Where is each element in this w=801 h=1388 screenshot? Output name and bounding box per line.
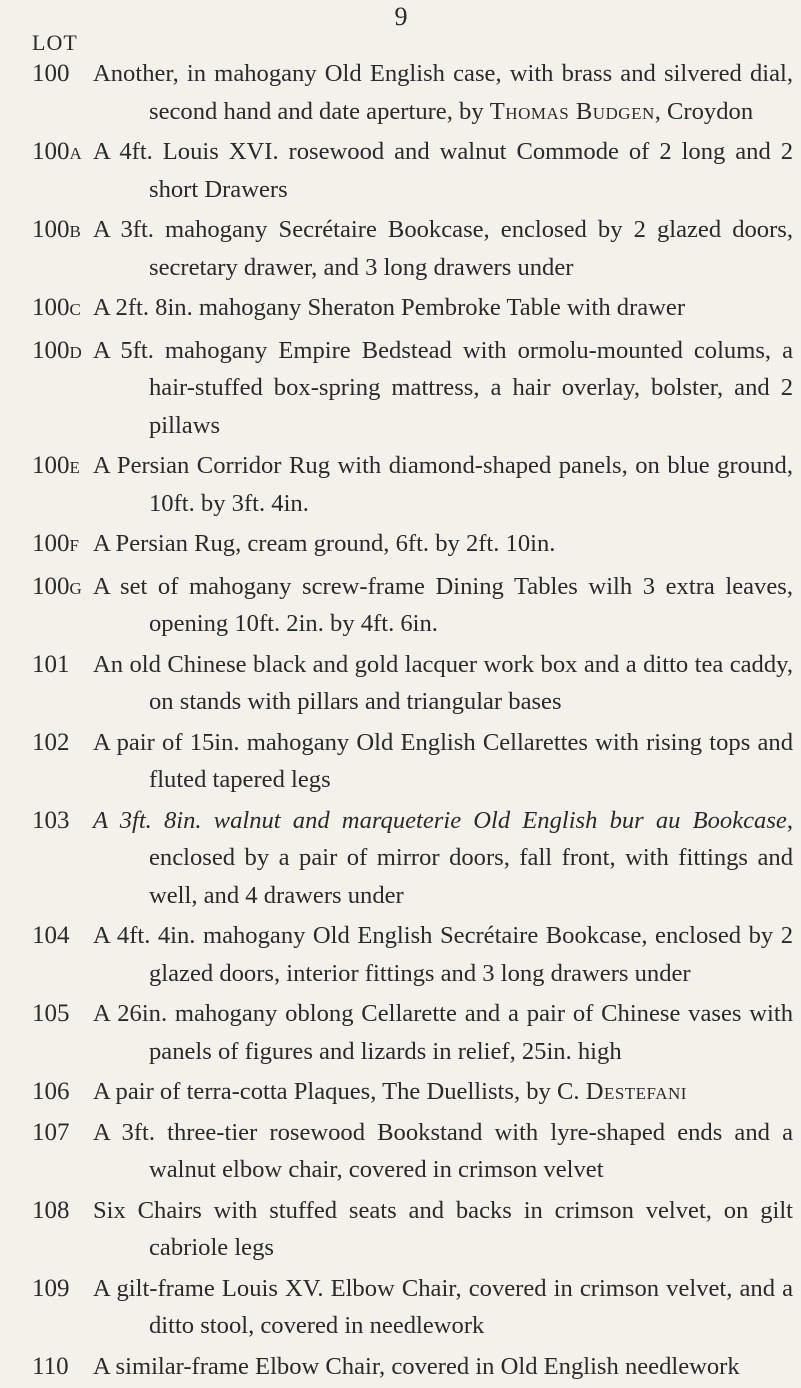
lot-description-text: , Croydon <box>654 97 754 125</box>
lot-number-digits: 103 <box>32 806 70 834</box>
lot-number <box>0 802 93 840</box>
lot-number-digits: 105 <box>32 1000 70 1027</box>
lot-description <box>93 1114 793 1189</box>
lot-number <box>0 995 93 1033</box>
lot-number <box>0 332 93 372</box>
lot-number-digits: 107 <box>32 1118 70 1146</box>
lot-entry <box>0 447 801 522</box>
lot-number <box>0 1270 93 1308</box>
lot-description-text: A 26in. mahogany oblong Cellarette and a pair of Chinese vases with panels of figures and lizards in relief, 25in. high <box>93 1000 793 1065</box>
lot-entry <box>0 289 801 329</box>
lot-description-text: Thomas Budgen <box>489 97 655 125</box>
lot-description <box>93 1192 793 1267</box>
lot-number <box>0 289 93 329</box>
lot-entry <box>0 1073 801 1111</box>
lot-entry <box>0 724 801 799</box>
lot-number-suffix: A <box>69 144 83 163</box>
lot-number <box>0 1192 93 1230</box>
lot-entry <box>0 133 801 208</box>
lot-number-digits: 100 <box>32 60 70 87</box>
lot-description-text: , enclosed by a pair of mirror doors, fall front, with fittings and well, and 4 drawers under <box>149 806 793 909</box>
lot-number-suffix: D <box>69 342 83 362</box>
lot-number <box>0 568 93 608</box>
lot-description-text: An old Chinese black and gold lacquer work box and a ditto tea caddy, on stands with pillars and triangular bases <box>93 650 793 715</box>
lot-number-digits: 100 <box>32 572 70 600</box>
lot-number-digits: 100 <box>32 530 70 557</box>
lot-description-text: Destefani <box>585 1078 687 1105</box>
lot-entry <box>0 802 801 915</box>
lot-description <box>93 525 793 563</box>
lot-description-text: A pair of 15in. mahogany Old English Cellarettes with rising tops and fluted tapered legs <box>93 728 793 793</box>
lot-description <box>93 802 793 915</box>
lot-description-text: A 3ft. mahogany Secrétaire Bookcase, enclosed by 2 glazed doors, secretary drawer, and 3 long drawers under <box>93 216 793 281</box>
lot-description-text: A 4ft. 4in. mahogany Old English Secrétaire Bookcase, enclosed by 2 glazed doors, interior fittings and 3 long drawers under <box>93 922 793 987</box>
lot-description-text: A pair of terra-cotta Plaques, The Duellists, by C. <box>93 1078 586 1105</box>
lot-number <box>0 724 93 762</box>
lot-column-header: LOT <box>32 30 78 55</box>
lot-number-digits: 100 <box>32 294 70 321</box>
lot-description-text: A set of mahogany screw-frame Dining Tables wilh 3 extra leaves, opening 10ft. 2in. by 4ft. 6in. <box>93 572 793 637</box>
lot-description <box>93 447 793 522</box>
lot-number-digits: 104 <box>32 922 70 949</box>
lot-description-text: A 3ft. three-tier rosewood Bookstand with lyre-shaped ends and a walnut elbow chair, covered in crimson velvet <box>93 1118 793 1183</box>
lot-description-text: A Persian Rug, cream ground, 6ft. by 2ft. 10in. <box>93 530 556 557</box>
lot-entry <box>0 332 801 445</box>
lot-number-digits: 102 <box>32 728 70 756</box>
lot-description <box>93 55 793 130</box>
lot-entry <box>0 211 801 286</box>
lot-number <box>0 55 93 93</box>
lot-entry <box>0 1114 801 1189</box>
lot-entry <box>0 525 801 565</box>
lot-description <box>93 646 793 721</box>
lot-entry <box>0 1348 801 1386</box>
lot-number-suffix: E <box>69 458 81 477</box>
lot-number-digits: 100 <box>32 336 70 364</box>
lot-number-suffix: G <box>69 578 83 598</box>
lot-number <box>0 525 93 565</box>
lot-list <box>0 55 801 1388</box>
lot-number-suffix: F <box>69 536 80 555</box>
lot-number-suffix: B <box>69 222 82 241</box>
lot-description <box>93 1270 793 1345</box>
lot-number-digits: 106 <box>32 1078 70 1105</box>
lot-description <box>93 133 793 208</box>
lot-number <box>0 1348 93 1386</box>
lot-description <box>93 724 793 799</box>
lot-entry <box>0 568 801 643</box>
lot-description <box>93 917 793 992</box>
lot-description <box>93 289 793 327</box>
lot-number <box>0 211 93 251</box>
lot-description <box>93 211 793 286</box>
lot-description <box>93 1348 793 1386</box>
lot-description <box>93 995 793 1070</box>
lot-number-digits: 100 <box>32 452 70 479</box>
lot-description-text: A 2ft. 8in. mahogany Sheraton Pembroke Table with drawer <box>93 294 686 321</box>
lot-description-text: A similar-frame Elbow Chair, covered in Old English needlework <box>93 1352 740 1380</box>
lot-number <box>0 1073 93 1111</box>
lot-description-text: A gilt-frame Louis XV. Elbow Chair, covered in crimson velvet, and a ditto stool, covered in needlework <box>93 1274 793 1339</box>
lot-number <box>0 133 93 173</box>
lot-number-digits: 101 <box>32 650 70 678</box>
lot-entry <box>0 1192 801 1267</box>
lot-number-digits: 100 <box>32 138 70 165</box>
lot-number-digits: 108 <box>32 1196 70 1224</box>
lot-entry <box>0 1270 801 1345</box>
lot-number-digits: 110 <box>32 1352 69 1380</box>
lot-number-digits: 100 <box>32 216 70 243</box>
lot-description-text: Six Chairs with stuffed seats and backs in crimson velvet, on gilt cabriole legs <box>93 1196 793 1261</box>
lot-number <box>0 646 93 684</box>
lot-description-text: A 3ft. 8in. walnut and marqueterie Old English bur au Bookcase <box>93 806 787 834</box>
lot-number <box>0 917 93 955</box>
lot-number <box>0 1114 93 1152</box>
lot-description <box>93 1073 793 1111</box>
lot-entry <box>0 646 801 721</box>
lot-description-text: A 4ft. Louis XVI. rosewood and walnut Commode of 2 long and 2 short Drawers <box>93 138 793 203</box>
lot-entry <box>0 917 801 992</box>
page-number: 9 <box>394 2 408 31</box>
lot-description-text: Another, in mahogany Old English case, with brass and silvered dial, second hand and date aperture, by <box>93 60 793 125</box>
lot-number-digits: 109 <box>32 1274 70 1302</box>
lot-entry <box>0 995 801 1070</box>
lot-description-text: A Persian Corridor Rug with diamond-shaped panels, on blue ground, 10ft. by 3ft. 4in. <box>93 452 793 517</box>
lot-description <box>93 568 793 643</box>
lot-entry <box>0 55 801 130</box>
lot-description-text: A 5ft. mahogany Empire Bedstead with ormolu-mounted colums, a hair-stuffed box-spring mattress, a hair overlay, bolster, and 2 pillaws <box>93 336 793 439</box>
lot-number-suffix: C <box>69 300 82 319</box>
lot-description <box>93 332 793 445</box>
lot-number <box>0 447 93 487</box>
